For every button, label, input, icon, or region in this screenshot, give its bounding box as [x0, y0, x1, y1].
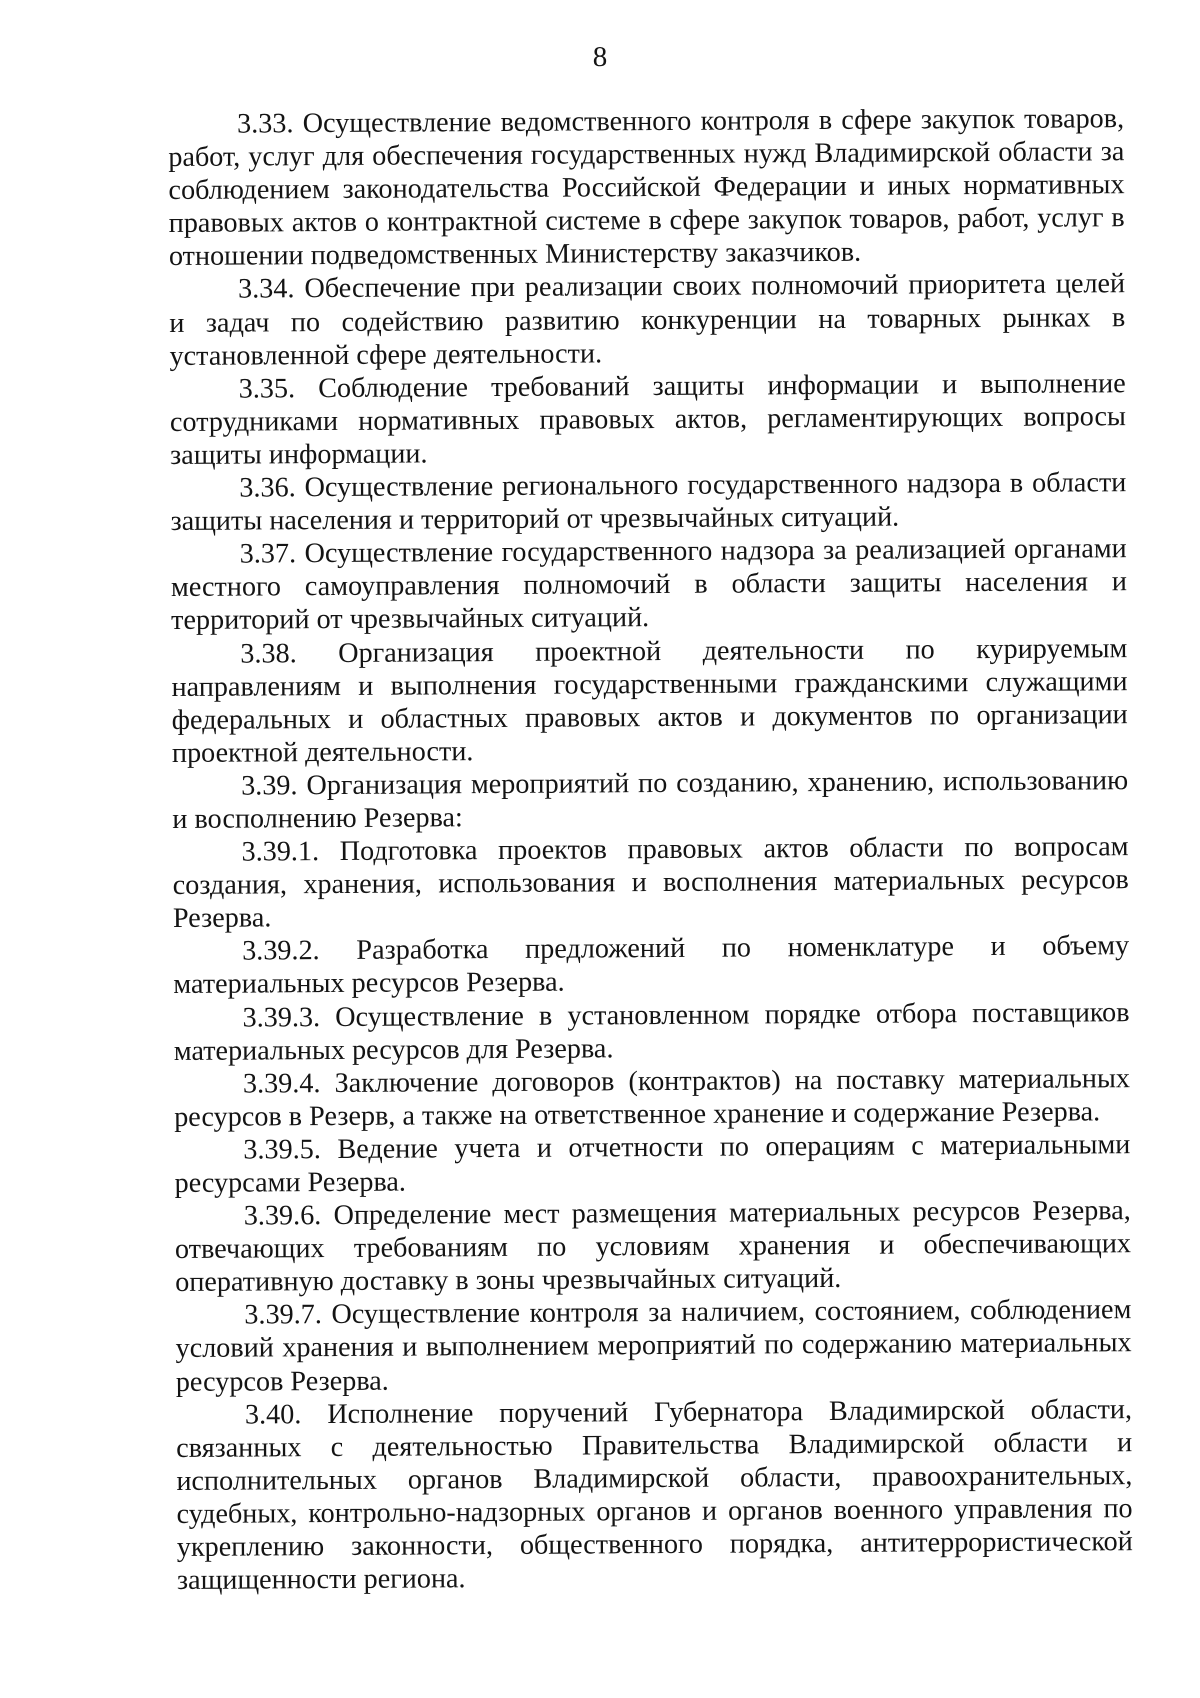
paragraph-3-39-1: 3.39.1. Подготовка проектов правовых актов области по вопросам создания, хранения, использования и восполнения материальных ресурсов Резерва.	[172, 831, 1129, 935]
paragraph-3-39-4: 3.39.4. Заключение договоров (контрактов) на поставку материальных ресурсов в Резерв, а также на ответственное хранение и содержание Резерва.	[174, 1062, 1131, 1133]
paragraph-3-33: 3.33. Осуществление ведомственного контроля в сфере закупок товаров, работ, услуг для обеспечения государственных нужд Владимирской области за соблюдением законодательства Российской Федерации и иных нормативных правовых актов о контрактной системе в сфере закупок товаров, работ, услуг в отношении подведомственных Министерству заказчиков.	[168, 103, 1125, 273]
paragraph-3-34: 3.34. Обеспечение при реализации своих полномочий приоритета целей и задач по содействию развитию конкуренции на товарных рынках в установленной сфере деятельности.	[169, 268, 1126, 372]
paragraph-3-39: 3.39. Организация мероприятий по созданию, хранению, использованию и восполнению Резерва:	[172, 765, 1129, 835]
paragraph-3-36: 3.36. Осуществление регионального государственного надзора в области защиты населения и территорий от чрезвычайных ситуаций.	[170, 467, 1127, 538]
paragraph-3-39-6: 3.39.6. Определение мест размещения материальных ресурсов Резерва, отвечающих требованиям по условиям хранения и обеспечивающих оперативную доставку в зоны чрезвычайных ситуаций.	[174, 1195, 1132, 1299]
paragraph-3-39-2: 3.39.2. Разработка предложений по номенклатуре и объему материальных ресурсов Резерва.	[173, 930, 1130, 1001]
paragraph-3-40: 3.40. Исполнение поручений Губернатора Владимирской области, связанных с деятельностью Правительства Владимирской области и исполнительных органов Владимирской области, правоохранительных, судебных, контрольно-надзорных органов и органов военного управления по укреплению законности, общественного порядка, антитеррористической защищенности региона.	[176, 1393, 1133, 1597]
paragraph-3-39-7: 3.39.7. Осуществление контроля за наличием, состоянием, соблюдением условий хранения и выполнением мероприятий по содержанию материальных ресурсов Резерва.	[175, 1294, 1132, 1398]
paragraph-3-38: 3.38. Организация проектной деятельности по курируемым направлениям и выполнения государственными гражданскими служащими федеральных и областных правовых актов и документов по организации проектной деятельности.	[171, 632, 1128, 769]
paragraph-3-39-3: 3.39.3. Осуществление в установленном порядке отбора поставщиков материальных ресурсов для Резерва.	[173, 996, 1130, 1067]
page-number: 8	[592, 41, 608, 73]
paragraph-3-35: 3.35. Соблюдение требований защиты информации и выполнение сотрудниками нормативных правовых актов, регламентирующих вопросы защиты информации.	[169, 367, 1126, 471]
paragraph-3-37: 3.37. Осуществление государственного надзора за реализацией органами местного самоуправления полномочий в области защиты населения и территорий от чрезвычайных ситуаций.	[170, 533, 1128, 637]
paragraph-3-39-5: 3.39.5. Ведение учета и отчетности по операциям с материальными ресурсами Резерва.	[174, 1129, 1131, 1199]
document-body	[168, 102, 1133, 1597]
